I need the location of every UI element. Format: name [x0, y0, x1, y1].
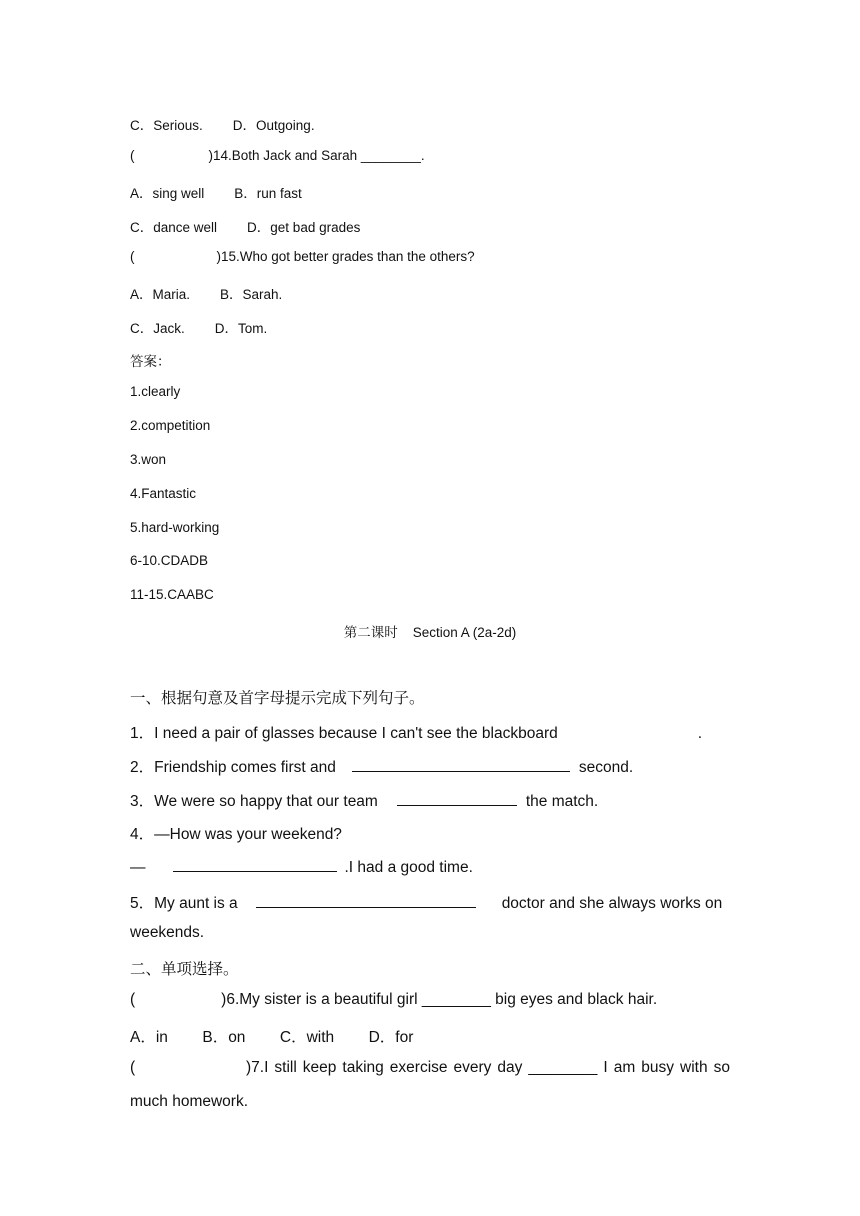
answer-item: 1.clearly	[130, 384, 181, 399]
q4-answer-line	[130, 857, 473, 877]
q4-dash: —	[130, 859, 146, 876]
q7-word: busy	[641, 1059, 674, 1076]
q1-end: .	[697, 725, 703, 742]
q7-continuation: much homework.	[130, 1093, 249, 1110]
answer-item: 11-15.CAABC	[130, 587, 214, 602]
q7-word: day	[497, 1059, 523, 1076]
q7-word: exercise	[389, 1059, 448, 1076]
q15-options-ab: A．Maria. B．Sarah.	[130, 287, 283, 302]
lesson-title: 第二课时 Section A (2a-2d)	[343, 625, 517, 640]
q4-sentence: 4．—How was your weekend?	[130, 826, 342, 843]
q15-question	[130, 249, 475, 264]
q7-word: I	[603, 1059, 608, 1076]
q7-word: with	[680, 1059, 708, 1076]
q6-text: )6.My sister is a beautiful girl ________ big eyes and black hair.	[221, 991, 658, 1008]
q14-question	[130, 148, 425, 163]
q6-question	[130, 991, 657, 1009]
q3-text-b: the match.	[525, 793, 599, 810]
q7-word: ________	[528, 1059, 598, 1076]
answer-item: 6-10.CDADB	[130, 553, 209, 568]
q14-options-cd: C．dance well D．get bad grades	[130, 220, 361, 235]
q5-sentence	[130, 891, 722, 913]
q15-paren: (	[130, 249, 135, 264]
q14-text: )14.Both Jack and Sarah ________.	[208, 148, 425, 163]
section1-heading: 一、根据句意及首字母提示完成下列句子。	[130, 689, 425, 707]
answer-item: 4.Fantastic	[130, 486, 197, 501]
section2-heading: 二、单项选择。	[130, 960, 239, 978]
q1-text: 1．I need a pair of glasses because I can't see the blackboard	[130, 725, 558, 742]
q5-text-a: 5．My aunt is a	[130, 895, 238, 912]
q7-word: )7.I	[246, 1059, 269, 1076]
q14-options-ab: A．sing well B．run fast	[130, 186, 302, 201]
q7-word: taking	[342, 1059, 384, 1076]
answers-heading: 答案：	[130, 354, 171, 370]
q2-text-a: 2．Friendship comes first and	[130, 759, 336, 776]
q4-blank[interactable]	[173, 857, 337, 872]
q7-word: every	[453, 1059, 492, 1076]
q15-text: )15.Who got better grades than the others?	[216, 249, 475, 264]
answer-item: 5.hard-working	[130, 520, 220, 535]
q14-paren: (	[130, 148, 135, 163]
q3-text-a: 3．We were so happy that our team	[130, 793, 378, 810]
q4-text-b: .I had a good time.	[344, 859, 473, 876]
q1-sentence	[130, 721, 702, 743]
answer-item: 3.won	[130, 452, 167, 467]
q15-options-cd: C．Jack. D．Tom.	[130, 321, 268, 336]
q7-question	[130, 1059, 135, 1077]
q2-text-b: second.	[578, 759, 634, 776]
q2-blank[interactable]	[352, 757, 570, 772]
q6-options: A．in B．on C．with D．for	[130, 1029, 414, 1046]
q2-sentence	[130, 755, 633, 777]
q7-word: keep	[302, 1059, 337, 1076]
q7-paren: (	[130, 1059, 136, 1076]
q13-options-cd: C．Serious. D．Outgoing.	[130, 118, 315, 133]
q5-text-b: doctor and she always works on	[501, 895, 723, 912]
q5-blank[interactable]	[256, 893, 476, 908]
answer-item: 2.competition	[130, 418, 211, 433]
q7-word: so	[713, 1059, 730, 1076]
q7-word: still	[274, 1059, 297, 1076]
q7-text-justified	[246, 1059, 730, 1077]
q3-sentence	[130, 789, 598, 811]
q6-paren: (	[130, 991, 136, 1008]
q7-word: am	[613, 1059, 636, 1076]
q5-continuation: weekends.	[130, 924, 205, 941]
q3-blank[interactable]	[397, 791, 517, 806]
